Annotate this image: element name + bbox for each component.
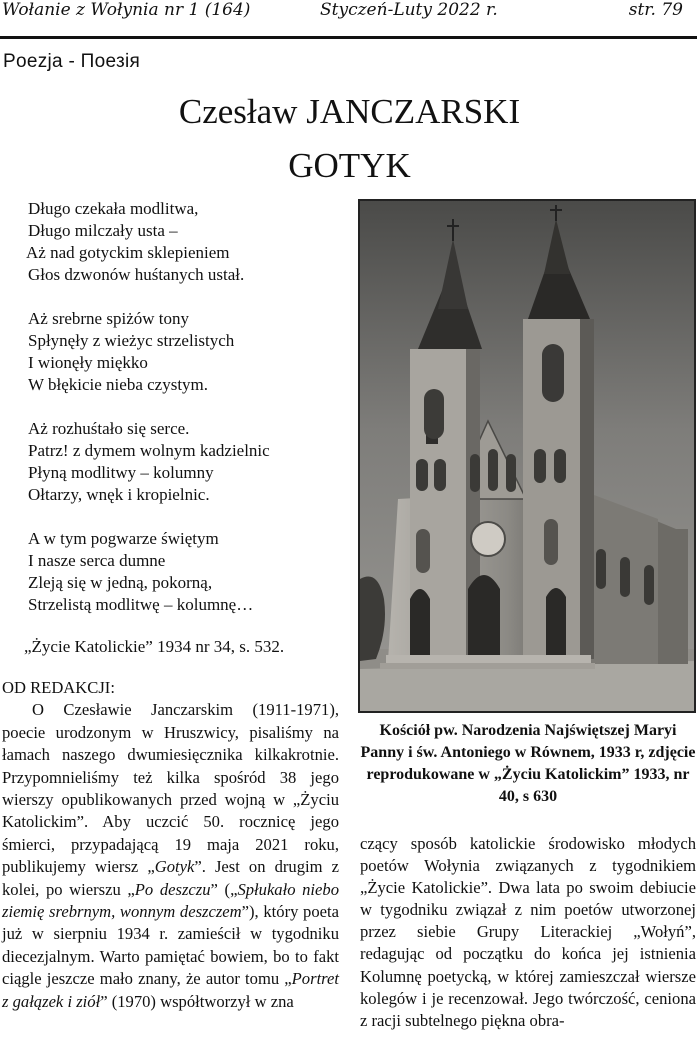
poem-line: Aż srebrne spiżów tony [28, 309, 189, 328]
poem-body [28, 198, 348, 638]
issue-date: Styczeń-Luty 2022 r. [320, 0, 498, 20]
section-label: Poezja - Поезія [3, 51, 141, 72]
poem-line: Aż nad gotyckim sklepieniem [26, 243, 230, 262]
poem-source: „Życie Katolickie” 1934 nr 34, s. 532. [24, 637, 285, 656]
poem-line: W błękicie nieba czystym. [28, 375, 209, 394]
poem-line: Aż rozhuśtało się serce. [28, 419, 190, 438]
editorial-text: O Czesławie Janczarskim (1911-1971), poecie urodzonym w Hruszwicy, pisaliśmy na łamach naszego dwumiesięcznika kilkakrotnie. Przypomnieliśmy też kilka spośród 38 jego wierszy opublikowanych przed wojną w „Życiu Katolickim”. Aby uczcić 50. rocznicę jego śmierci, przypadającą 19 maja 2021 roku, publikujemy wiersz „ [2, 700, 339, 877]
editorial-note-right [360, 833, 696, 1032]
poem-line: Płyną modlitwy – kolumny [28, 463, 214, 482]
page-number: str. 79 [628, 0, 683, 20]
running-header [0, 0, 699, 40]
italic-quote: Spłukało niebo ziemię srebrnym, wonnym deszczem [2, 879, 340, 922]
editorial-note-left [2, 677, 339, 1013]
poem-line: Ołtarzy, wnęk i kropielnic. [28, 485, 210, 504]
poem-line: I nasze serca dumne [28, 551, 166, 570]
poem-line: Zleją się w jedną, pokorną, [28, 573, 213, 592]
poem-line: Głos dzwonów huśtanych ustał. [28, 265, 245, 284]
poem-stanza [28, 308, 348, 396]
church-photo [358, 199, 696, 713]
poem-line: I wionęły miękko [28, 353, 148, 372]
editorial-paragraph-continued: czący sposób katolickie środowisko młodych poetów Wołynia związanych z tygodnikiem „Życie Katolickie”. Dwa lata po swoim debiucie w tygodniku związał z nim poetów utworzonej przez siebie Grupy Literackiej „Wołyń”, redagując od początku do końca jej istnienia Kolumnę poetycką, w której zamieszczał wiersze kolegów i je recenzował. Jego twórczość, ceniona z racji subtelnego piękna obra- [360, 834, 696, 1030]
editorial-text: ” (1970) współtworzył w zna [100, 991, 294, 1011]
editorial-text: ” („ [210, 879, 238, 899]
poem-author: Czesław JANCZARSKI [178, 92, 521, 131]
photo-caption: Kościół pw. Narodzenia Najświętszej Maryi Panny i św. Antoniego w Równem, 1933 r, zdjęcie reprodukowane w „Życiu Katolickim” 1933, nr 40, s 630 [360, 722, 696, 805]
editorial-text: ”), który poeta już w sierpniu 1934 r. zamieścił w tygodniku diecezjalnym. Warto pamiętać bowiem, bo to fakt ciągle jeszcze mało znany, że autor tomu „ [2, 902, 339, 989]
italic-title: Po deszczu [134, 879, 211, 899]
poem-line: A w tym pogwarze świętym [28, 529, 219, 548]
poem-stanza [28, 418, 348, 506]
poem-line: Długo czekała modlitwa, [28, 199, 199, 218]
poem-title: GOTYK [288, 146, 411, 185]
poem-stanza [28, 528, 348, 616]
italic-title: Gotyk [154, 857, 195, 877]
italic-title: Portret z gałązek i ziół [2, 969, 339, 1011]
poem-line: Patrz! z dymem wolnym kadzielnic [28, 441, 270, 460]
poem-stanza [28, 198, 348, 286]
journal-issue: Wołanie z Wołynia nr 1 (164) [2, 0, 251, 20]
editorial-paragraph [2, 699, 339, 1013]
editorial-text: ”. Jest on drugim z kolei, po wierszu „ [2, 857, 339, 899]
editorial-heading: OD REDAKCJI: [2, 678, 115, 697]
poem-line: Długo milczały usta – [28, 221, 178, 240]
poem-line: Spłynęły z wieżyc strzelistych [28, 331, 235, 350]
header-rule [0, 36, 697, 39]
poem-line: Strzelistą modlitwę – kolumnę… [28, 595, 254, 614]
